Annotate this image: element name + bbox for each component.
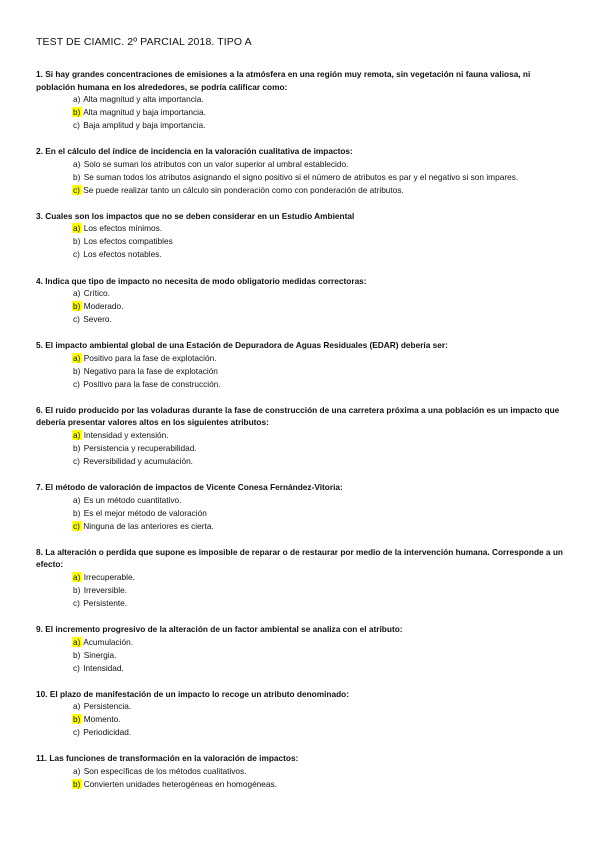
answer-letter: c) xyxy=(73,378,80,389)
highlighted-answer-letter: c) xyxy=(73,520,80,531)
document-title: TEST DE CIAMIC. 2º PARCIAL 2018. TIPO A xyxy=(36,36,252,48)
answer-letter: a) xyxy=(73,494,81,505)
answer-option xyxy=(72,365,576,378)
answer-text: Es el mejor método de valoración xyxy=(83,507,207,518)
answer-options xyxy=(36,765,576,791)
answer-option xyxy=(72,507,576,520)
answer-options xyxy=(36,287,576,326)
answer-option xyxy=(72,287,576,300)
answer-option xyxy=(72,713,576,726)
answer-option xyxy=(72,778,576,791)
answer-text: Los efectos mínimos. xyxy=(83,223,163,234)
answer-options xyxy=(36,158,576,197)
answer-text: Los efectos notables. xyxy=(83,249,162,260)
answer-letter: b) xyxy=(73,584,81,595)
answer-text: Intensidad y extensión. xyxy=(83,429,169,440)
answer-letter: c) xyxy=(73,120,80,130)
answer-text: Moderado. xyxy=(83,301,124,312)
highlighted-answer-letter: b) xyxy=(73,301,81,312)
question-text: 8. La alteración o perdida que supone es imposible de reparar o de restaurar por medio de la intervención humana. Corresponde a un efecto: xyxy=(36,546,563,570)
answer-text: Alta magnitud y baja importancia. xyxy=(83,107,206,117)
answer-text: Positivo para la fase de explotación. xyxy=(83,352,217,363)
question-text: 6. El ruido producido por las voladuras durante la fase de construcción de una carretera próxima a una población es un impacto que debería presentar valores altos en los siguientes atributos: xyxy=(36,404,560,428)
answer-option xyxy=(72,171,576,184)
question-block xyxy=(36,68,576,132)
answer-options xyxy=(36,352,576,391)
question-block xyxy=(36,339,576,391)
answer-text: Irrecuperable. xyxy=(83,571,135,582)
answer-text: Acumulación. xyxy=(83,636,134,647)
answer-text: Periodicidad. xyxy=(83,727,132,738)
answer-option xyxy=(72,248,576,261)
answer-letter: a) xyxy=(73,765,81,776)
question-block xyxy=(36,275,576,327)
answer-option xyxy=(72,313,576,326)
answer-options xyxy=(36,93,576,132)
highlighted-answer-letter: c) xyxy=(73,184,80,195)
highlighted-answer-letter: b) xyxy=(73,778,81,789)
answer-options xyxy=(36,222,576,261)
highlighted-answer-letter: a) xyxy=(73,636,81,647)
answer-letter: a) xyxy=(73,158,81,169)
answer-letter: b) xyxy=(73,236,81,247)
answer-letter: c) xyxy=(73,455,80,466)
answer-text: Crítico. xyxy=(83,288,110,299)
answer-letter: a) xyxy=(73,701,81,712)
question-text: 10. El plazo de manifestación de un impacto lo recoge un atributo denominado: xyxy=(36,688,350,699)
answer-letter: c) xyxy=(73,314,80,325)
answer-text: Convierten unidades heterogéneas en homogéneas. xyxy=(83,778,277,789)
question-text: 4. Indica que tipo de impacto no necesita de modo obligatorio medidas correctoras: xyxy=(36,275,367,286)
highlighted-answer-letter: a) xyxy=(73,352,81,363)
highlighted-answer-letter: b) xyxy=(73,107,81,117)
answer-letter: b) xyxy=(73,649,81,660)
answer-options xyxy=(36,636,576,675)
question-block xyxy=(36,688,576,740)
answer-option xyxy=(72,494,576,507)
answer-option xyxy=(72,636,576,649)
answer-text: Alta magnitud y alta importancia. xyxy=(83,94,204,104)
answer-option xyxy=(72,442,576,455)
question-text: 9. El incremento progresivo de la alteración de un factor ambiental se analiza con el atributo: xyxy=(36,624,403,634)
answer-text: Persistencia. xyxy=(83,701,132,712)
answer-options xyxy=(36,429,576,468)
highlighted-answer-letter: b) xyxy=(73,714,81,725)
answer-text: Persistencia y recuperabilidad. xyxy=(83,442,197,453)
answer-option xyxy=(72,300,576,313)
answer-text: Severo. xyxy=(83,314,112,325)
answer-letter: a) xyxy=(73,288,81,299)
answer-option xyxy=(72,649,576,662)
answer-option xyxy=(72,352,576,365)
answer-text: Positivo para la fase de construcción. xyxy=(83,378,221,389)
answer-letter: b) xyxy=(73,171,81,182)
answer-letter: a) xyxy=(73,94,81,104)
answer-text: Es un método cuantitativo. xyxy=(83,494,182,505)
answer-option xyxy=(72,378,576,391)
question-text: 5. El impacto ambiental global de una Estación de Depuradora de Aguas Residuales (EDAR) debería ser: xyxy=(36,340,448,351)
answer-option xyxy=(72,597,576,610)
answer-letter: c) xyxy=(73,662,80,673)
question-block xyxy=(36,145,576,197)
answer-option xyxy=(72,765,576,778)
answer-text: Los efectos compatibles xyxy=(83,236,173,247)
answer-letter: b) xyxy=(73,365,81,376)
answer-letter: b) xyxy=(73,442,81,453)
answer-text: Sinergia. xyxy=(83,649,117,660)
question-list xyxy=(36,68,576,804)
answer-option xyxy=(72,106,576,119)
answer-text: Solo se suman los atributos con un valor superior al umbral establecido. xyxy=(83,158,349,169)
answer-text: Baja amplitud y baja importancia. xyxy=(83,120,206,130)
answer-option xyxy=(72,184,576,197)
answer-option xyxy=(72,429,576,442)
answer-option xyxy=(72,158,576,171)
question-block xyxy=(36,210,576,262)
question-text: 2. En el cálculo del índice de incidencia en la valoración cualitativa de impactos: xyxy=(36,146,353,157)
answer-option xyxy=(72,520,576,533)
answer-option xyxy=(72,571,576,584)
answer-text: Se puede realizar tanto un cálculo sin ponderación como con ponderación de atributos. xyxy=(83,184,404,195)
answer-option xyxy=(72,662,576,675)
question-text: 7. El método de valoración de impactos de Vicente Conesa Fernández-Vitoria: xyxy=(36,482,343,493)
answer-options xyxy=(36,571,576,610)
answer-options xyxy=(36,700,576,739)
question-block xyxy=(36,404,576,468)
answer-text: Ninguna de las anteriores es cierta. xyxy=(83,520,214,531)
answer-letter: c) xyxy=(73,597,80,608)
answer-option xyxy=(72,235,576,248)
question-block xyxy=(36,752,576,791)
answer-options xyxy=(36,494,576,533)
answer-text: Momento. xyxy=(83,714,121,725)
question-text: 1. Si hay grandes concentraciones de emisiones a la atmósfera en una región muy remota, sin vegetación ni fauna valiosa, ni población humana en los alrededores, se podría calificar como: xyxy=(36,69,531,92)
answer-text: Son específicas de los métodos cualitativos. xyxy=(83,765,247,776)
answer-text: Irreversible. xyxy=(83,584,128,595)
answer-option xyxy=(72,584,576,597)
answer-text: Reversibilidad y acumulación. xyxy=(83,455,193,466)
answer-option xyxy=(72,222,576,235)
question-block xyxy=(36,623,576,675)
answer-option xyxy=(72,700,576,713)
highlighted-answer-letter: a) xyxy=(73,571,81,582)
question-text: 3. Cuales son los impactos que no se deben considerar en un Estudio Ambiental xyxy=(36,210,355,221)
answer-text: Negativo para la fase de explotación xyxy=(83,365,218,376)
answer-letter: c) xyxy=(73,249,80,260)
answer-option xyxy=(72,726,576,739)
question-block xyxy=(36,546,576,610)
question-block xyxy=(36,481,576,533)
answer-text: Se suman todos los atributos asignando el signo positivo si el número de atributos es par y el negativo si son impares. xyxy=(83,171,519,182)
answer-option xyxy=(72,455,576,468)
answer-option xyxy=(72,93,576,106)
highlighted-answer-letter: a) xyxy=(73,429,81,440)
answer-text: Intensidad. xyxy=(83,662,124,673)
question-text: 11. Las funciones de transformación en la valoración de impactos: xyxy=(36,753,299,764)
answer-letter: b) xyxy=(73,507,81,518)
answer-text: Persistente. xyxy=(83,597,128,608)
answer-letter: c) xyxy=(73,727,80,738)
answer-option xyxy=(72,119,576,132)
highlighted-answer-letter: a) xyxy=(73,223,81,234)
